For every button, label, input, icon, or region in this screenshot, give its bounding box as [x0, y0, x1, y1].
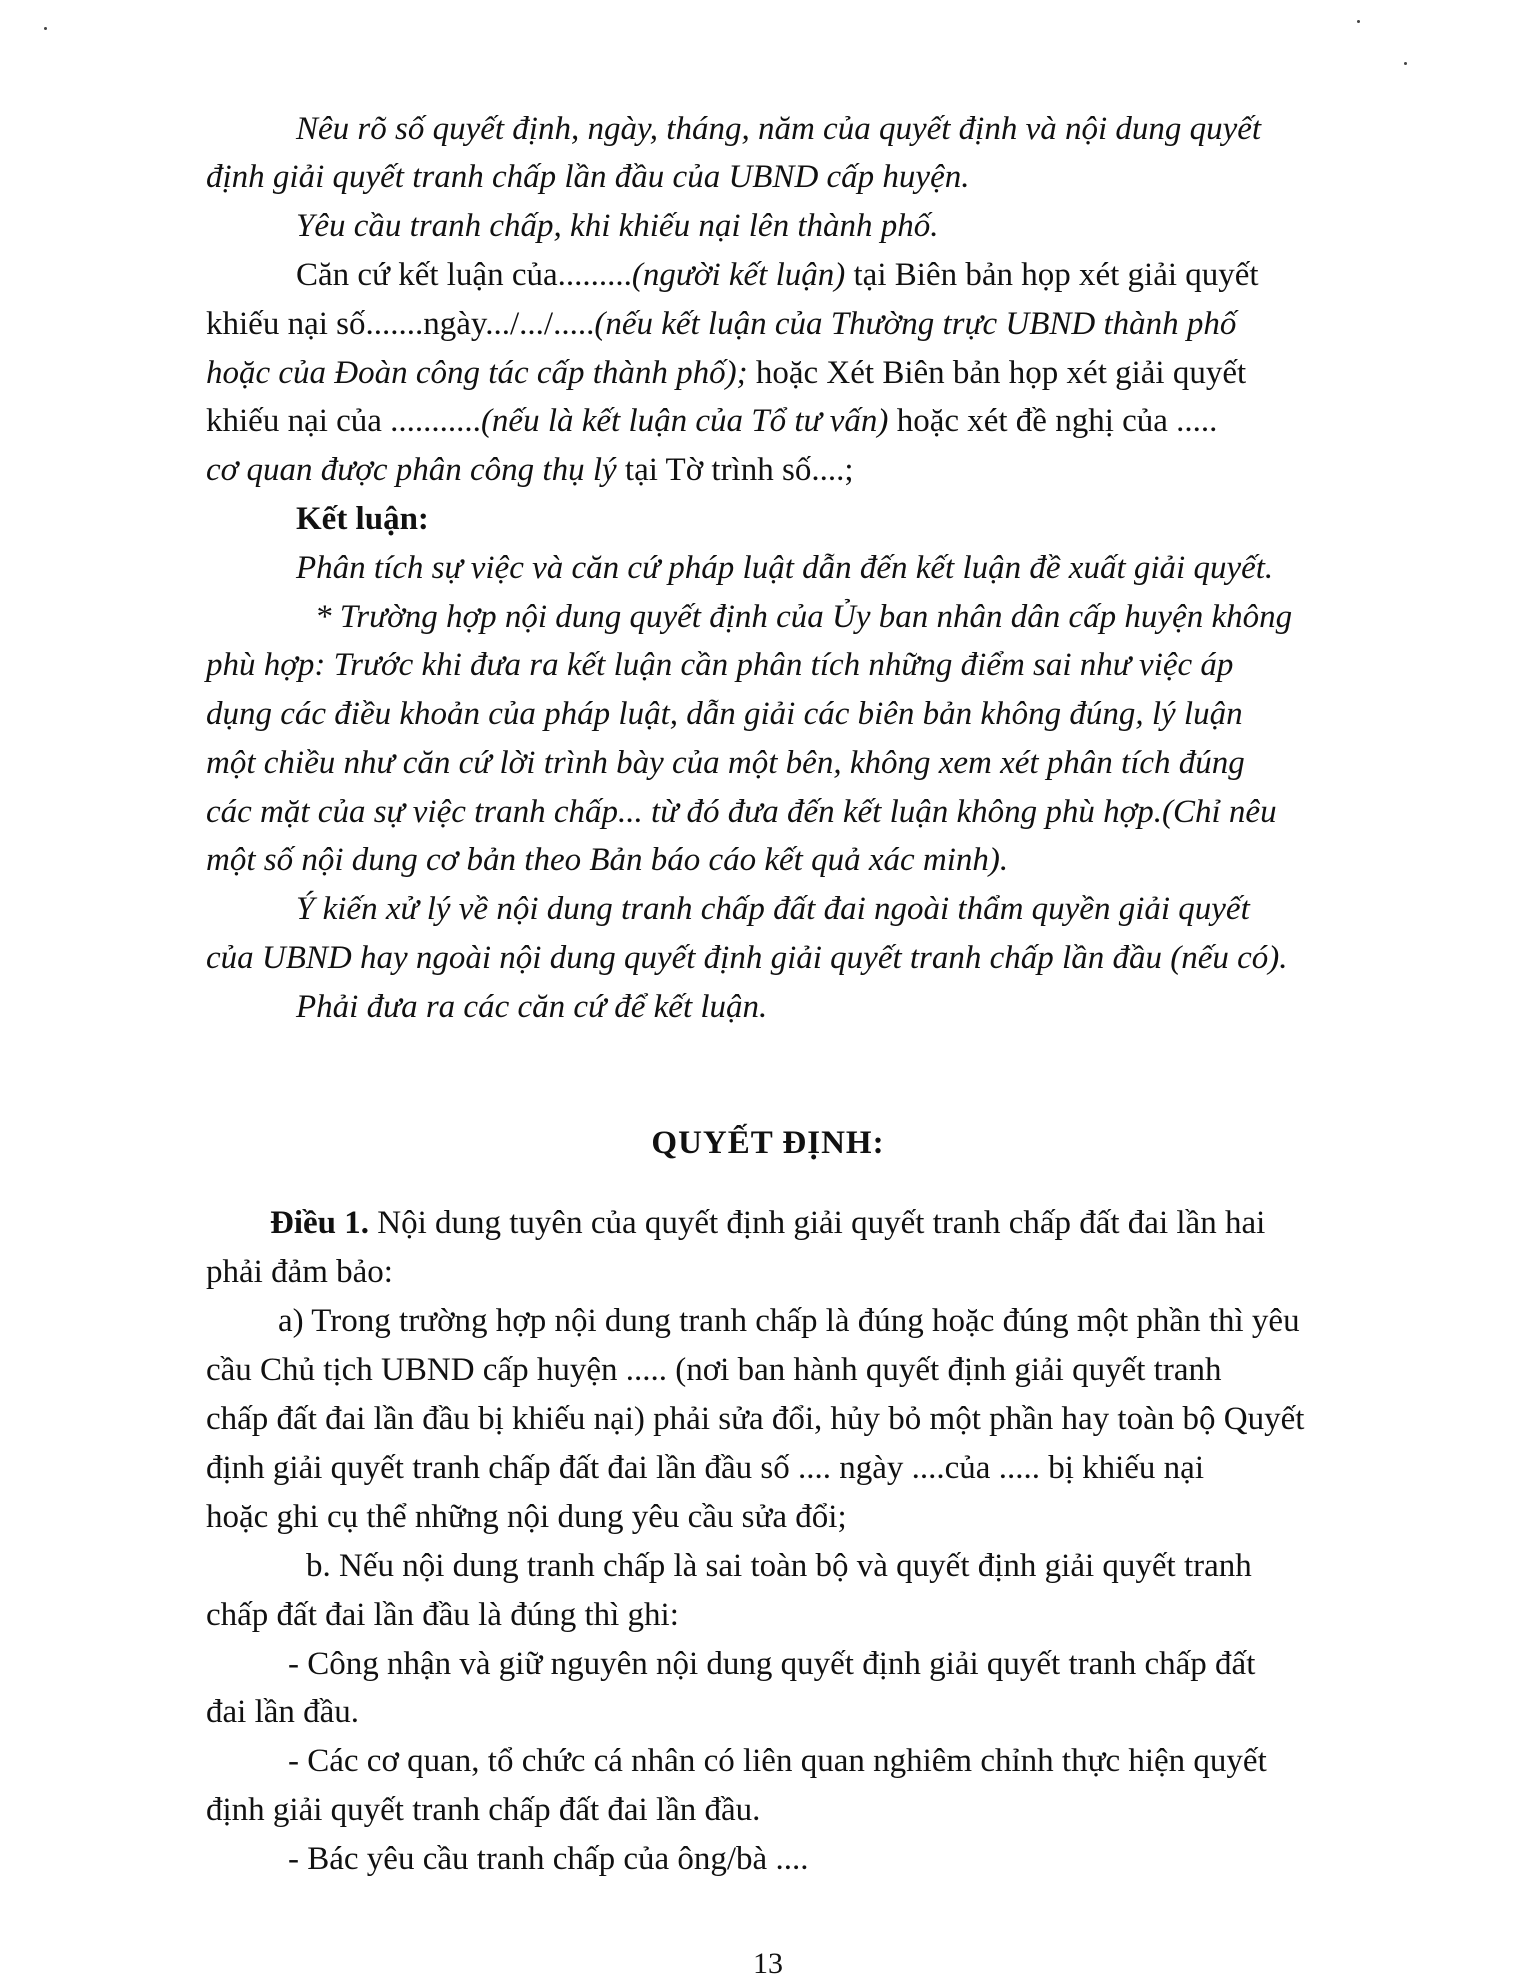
text-segment: tại Biên bản họp xét giải quyết [845, 257, 1259, 293]
text-line [206, 155, 969, 199]
text-segment: các mặt của sự việc tranh chấp... từ đó đưa đến kết luận không phù hợp.(Chỉ nêu [206, 794, 1277, 830]
text-segment: tại Tờ trình số....; [616, 452, 854, 488]
scan-speck [44, 27, 47, 30]
text-segment: * Trường hợp nội dung quyết định của Ủy ban nhân dân cấp huyện không [315, 599, 1293, 635]
text-segment: (nếu là kết luận của Tổ tư vấn) [480, 403, 889, 439]
text-line [306, 1544, 1252, 1588]
text-segment: Ý kiến xử lý về nội dung tranh chấp đất đai ngoài thẩm quyền giải quyết [296, 891, 1250, 927]
text-line [206, 838, 1008, 882]
text-segment: - Bác yêu cầu tranh chấp của ông/bà .... [288, 1841, 809, 1877]
text-line [206, 1495, 847, 1539]
text-line [206, 448, 854, 492]
text-line [206, 936, 1288, 980]
text-segment: Kết luận: [296, 501, 429, 537]
text-segment: định giải quyết tranh chấp đất đai lần đầu số .... ngày ....của ..... bị khiếu nại [206, 1450, 1204, 1486]
text-segment: đai lần đầu. [206, 1694, 360, 1730]
text-segment: chấp đất đai lần đầu bị khiếu nại) phải sửa đổi, hủy bỏ một phần hay toàn bộ Quyết [206, 1401, 1305, 1437]
text-segment: Điều 1. [270, 1205, 369, 1241]
text-line [206, 1690, 359, 1734]
text-segment: cầu Chủ tịch UBND cấp huyện ..... (nơi ban hành quyết định giải quyết tranh [206, 1352, 1222, 1388]
text-line [296, 985, 767, 1029]
text-line [296, 887, 1250, 931]
text-line [288, 1642, 1255, 1686]
text-line [296, 204, 939, 248]
text-segment: (nếu kết luận của Thường trực UBND thành phố [594, 306, 1237, 342]
text-line [288, 1739, 1267, 1783]
text-segment: dụng các điều khoản của pháp luật, dẫn giải các biên bản không đúng, lý luận [206, 696, 1243, 732]
text-line [296, 107, 1261, 151]
scan-speck [1357, 20, 1360, 23]
text-line [206, 692, 1243, 736]
text-line [206, 741, 1245, 785]
text-segment: Nội dung tuyên của quyết định giải quyết tranh chấp đất đai lần hai [369, 1205, 1266, 1241]
text-line [206, 1348, 1221, 1392]
text-line [206, 643, 1233, 687]
text-segment: một chiều như căn cứ lời trình bày của một bên, không xem xét phân tích đúng [206, 745, 1245, 781]
text-segment: chấp đất đai lần đầu là đúng thì ghi: [206, 1597, 679, 1633]
text-line [206, 1250, 393, 1294]
text-line [206, 1593, 679, 1637]
text-segment: hoặc xét đề nghị của ..... [888, 403, 1218, 439]
text-segment: phù hợp: Trước khi đưa ra kết luận cần phân tích những điểm sai như việc áp [206, 647, 1234, 683]
text-segment: định giải quyết tranh chấp đất đai lần đầu. [206, 1792, 761, 1828]
text-segment: Phải đưa ra các căn cứ để kết luận. [296, 989, 768, 1025]
text-line [206, 302, 1236, 346]
text-segment: Căn cứ kết luận của......... [296, 257, 632, 293]
text-segment: của UBND hay ngoài nội dung quyết định giải quyết tranh chấp lần đầu (nếu có). [206, 940, 1288, 976]
text-line [206, 1446, 1204, 1490]
text-segment: hoặc ghi cụ thể những nội dung yêu cầu sửa đổi; [206, 1499, 847, 1535]
text-line [296, 546, 1273, 590]
text-line [288, 1837, 808, 1881]
text-segment: hoặc của Đoàn công tác cấp thành phố); [206, 355, 748, 391]
text-segment: a) Trong trường hợp nội dung tranh chấp là đúng hoặc đúng một phần thì yêu [278, 1303, 1300, 1339]
text-segment: một số nội dung cơ bản theo Bản báo cáo kết quả xác minh). [206, 842, 1009, 878]
text-segment: Nêu rõ số quyết định, ngày, tháng, năm của quyết định và nội dung quyết [296, 111, 1262, 147]
text-line [278, 1299, 1300, 1343]
text-segment: cơ quan được phân công thụ lý [206, 452, 617, 488]
text-line [206, 399, 1217, 443]
text-line [206, 1397, 1304, 1441]
text-segment: phải đảm bảo: [206, 1254, 393, 1290]
text-segment: (người kết luận) [631, 257, 846, 293]
text-line [296, 253, 1259, 297]
text-line [206, 790, 1277, 834]
section-heading: QUYẾT ĐỊNH: [651, 1125, 885, 1161]
text-line [206, 1788, 760, 1832]
scan-speck [1404, 62, 1407, 65]
text-segment: hoặc Xét Biên bản họp xét giải quyết [747, 355, 1247, 391]
text-line [270, 1201, 1265, 1245]
text-segment: - Công nhận và giữ nguyên nội dung quyết định giải quyết tranh chấp đất [288, 1646, 1256, 1682]
text-segment: Yêu cầu tranh chấp, khi khiếu nại lên thành phố. [296, 208, 939, 244]
text-line [206, 351, 1246, 395]
text-line [315, 595, 1292, 639]
page-number: 13 [753, 1947, 783, 1980]
text-segment: khiếu nại số.......ngày.../.../..... [206, 306, 595, 342]
text-segment: Phân tích sự việc và căn cứ pháp luật dẫn đến kết luận đề xuất giải quyết. [296, 550, 1274, 586]
text-segment: định giải quyết tranh chấp lần đầu của UBND cấp huyện. [206, 159, 970, 195]
text-segment: khiếu nại của ........... [206, 403, 481, 439]
text-line [296, 497, 429, 541]
text-segment: - Các cơ quan, tổ chức cá nhân có liên quan nghiêm chỉnh thực hiện quyết [288, 1743, 1267, 1779]
text-segment: b. Nếu nội dung tranh chấp là sai toàn bộ và quyết định giải quyết tranh [306, 1548, 1252, 1584]
